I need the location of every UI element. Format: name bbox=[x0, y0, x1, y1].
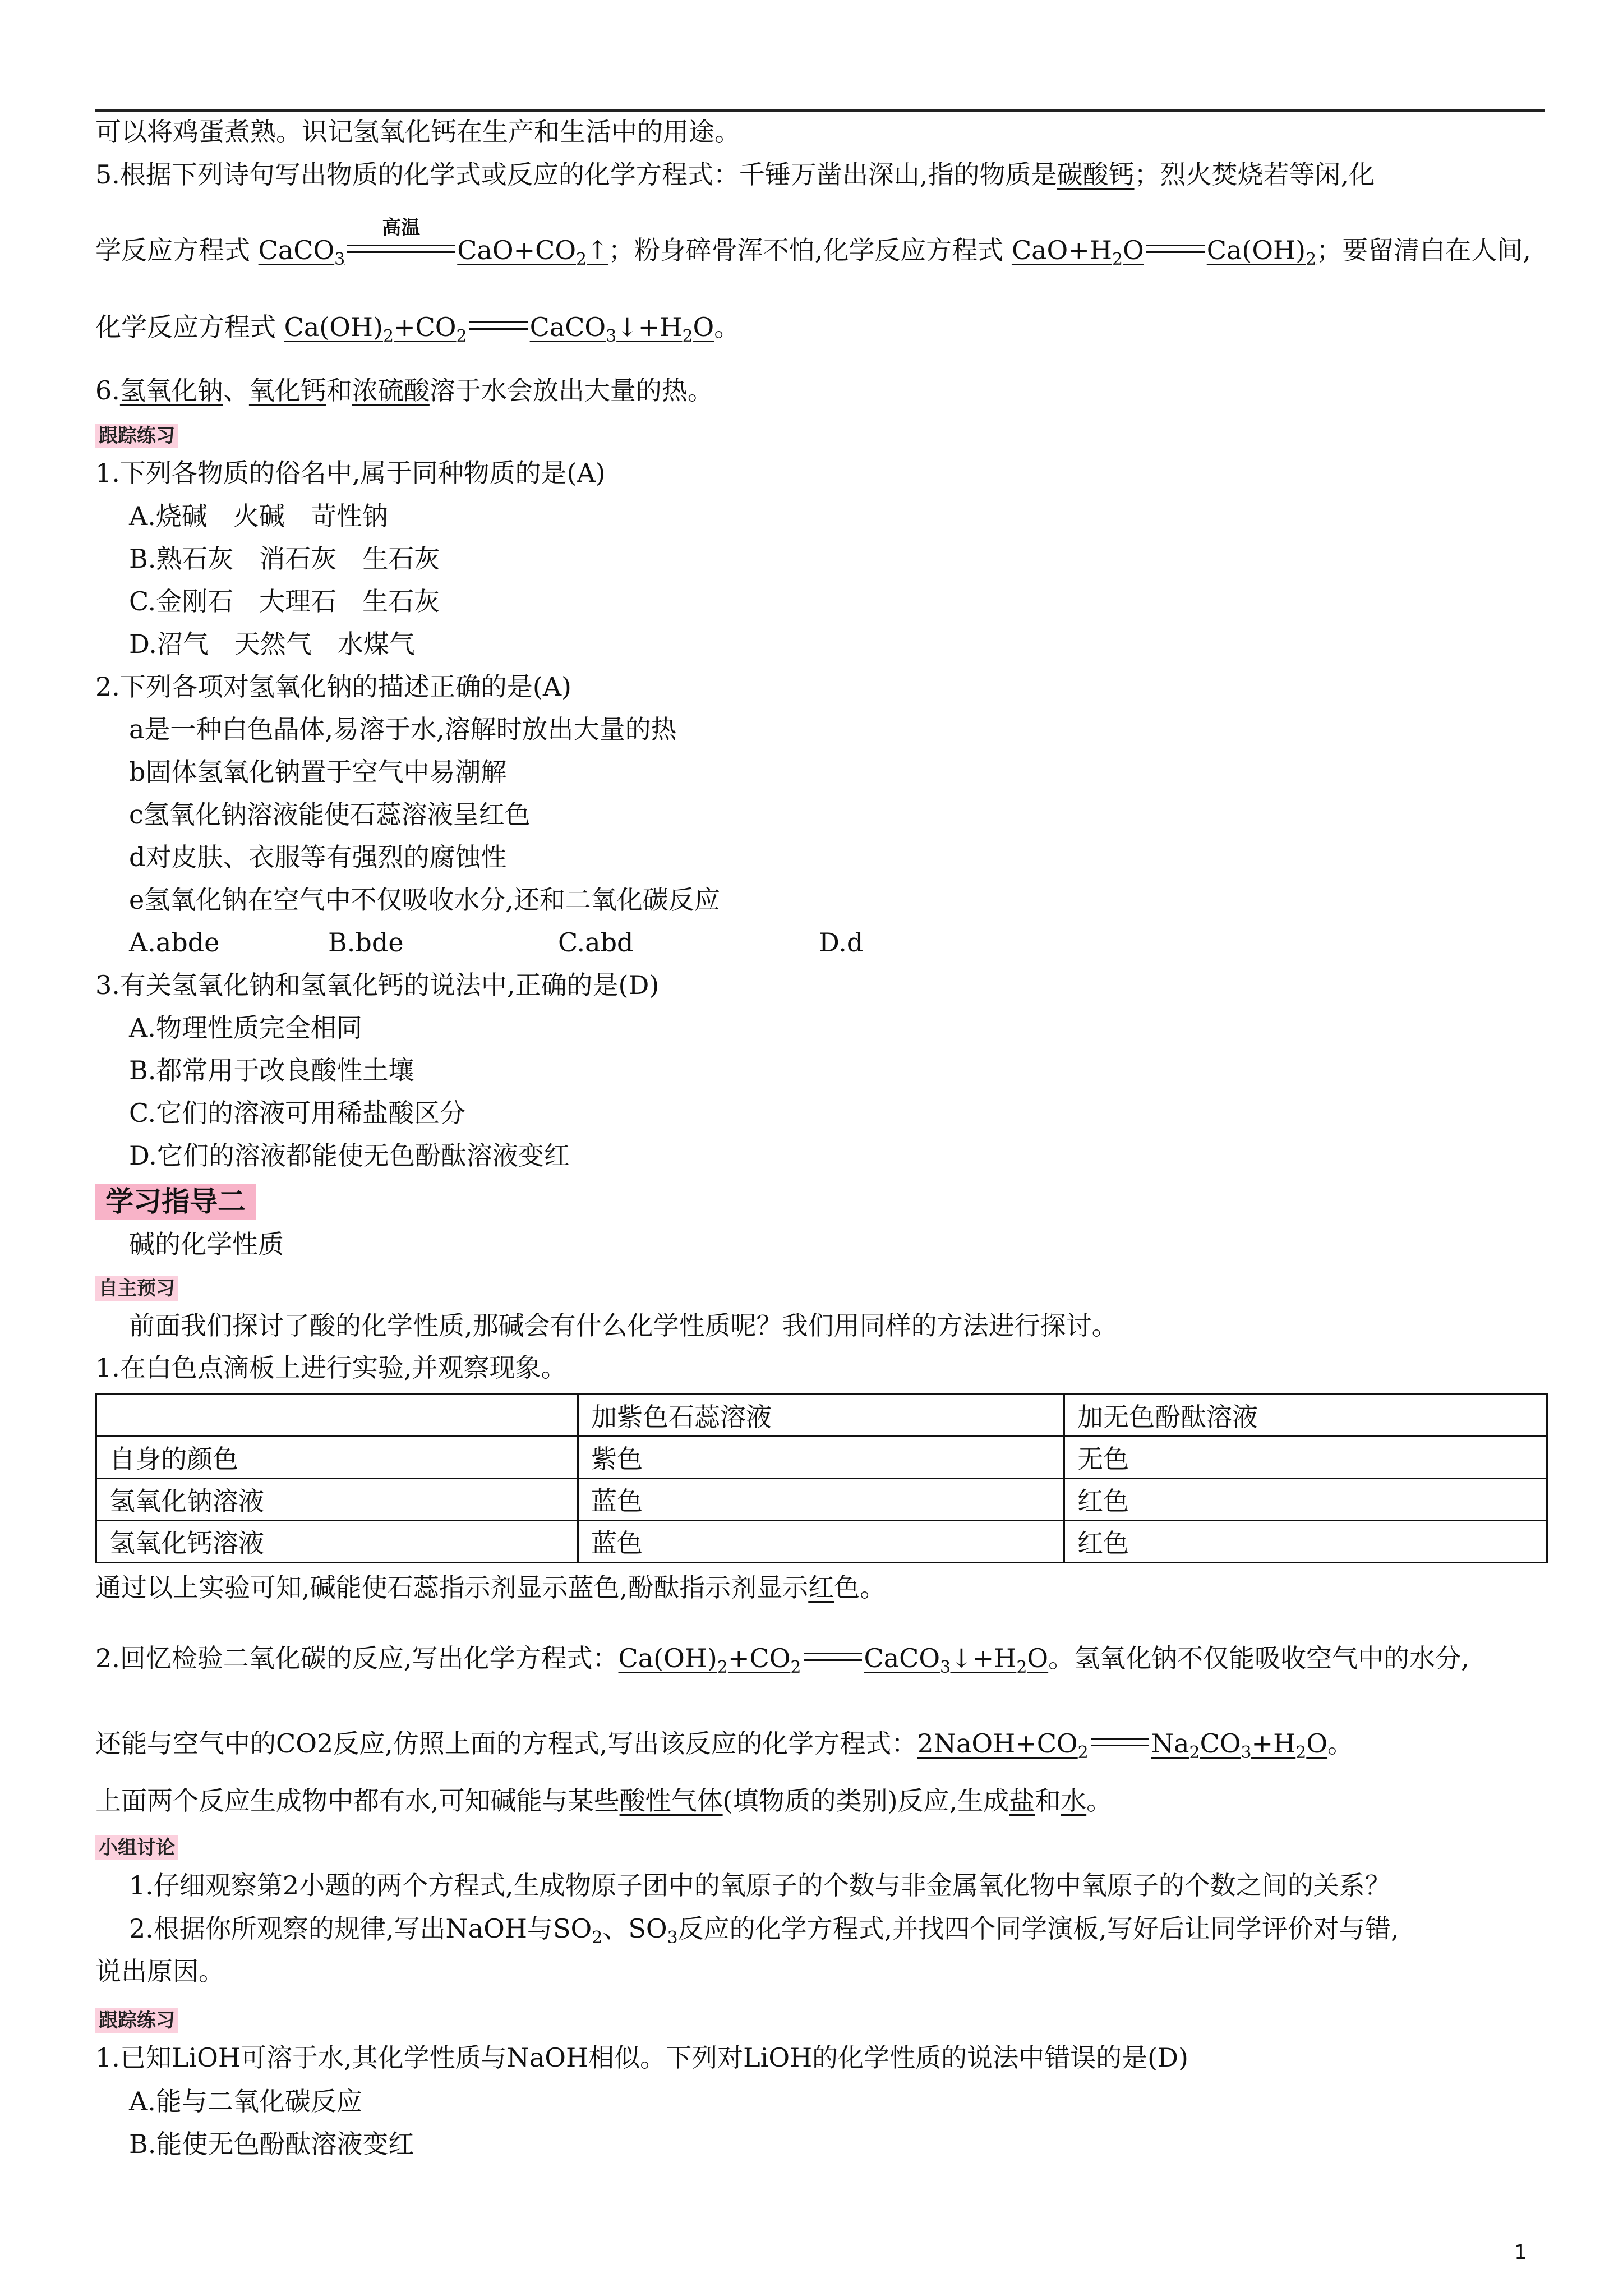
option-line: C.金刚石 大理石 生石灰 bbox=[129, 586, 440, 616]
table-row bbox=[96, 1437, 1547, 1479]
option-line: D.它们的溶液都能使无色酚酞溶液变红 bbox=[129, 1140, 570, 1171]
discussion-2-line-2: 说出原因。 bbox=[95, 1956, 224, 1986]
practice-1-question-1: 1.下列各物质的俗名中,属于同种物质的是(A) bbox=[95, 458, 606, 488]
practice-2-question-1: 1.已知LiOH可溶于水,其化学性质与NaOH相似。下列对LiOH的化学性质的说法中错误的是(D) bbox=[95, 2042, 1188, 2073]
option-line: B.熟石灰 消石灰 生石灰 bbox=[129, 544, 440, 574]
equation-3: $Ca(OH)_2+CO_2$ bbox=[284, 312, 467, 347]
table-header-row bbox=[96, 1395, 1547, 1437]
equals-sign bbox=[1089, 1728, 1151, 1759]
statement-line: d对皮肤、衣服等有强烈的腐蚀性 bbox=[129, 842, 507, 872]
indicator-table bbox=[95, 1393, 1548, 1563]
discussion-tag: 小组讨论 bbox=[95, 1835, 178, 1860]
intro-line: 可以将鸡蛋煮熟。识记氢氧化钙在生产和生活中的用途。 bbox=[95, 117, 740, 147]
question-6: 6.氢氧化钠、氧化钙和浓硫酸溶于水会放出大量的热。 bbox=[95, 375, 713, 406]
table-cell: 蓝色 bbox=[578, 1479, 1064, 1521]
section-title-guide-2: 学习指导二 bbox=[95, 1184, 256, 1220]
answer-substance: 碳酸钙 bbox=[1057, 159, 1135, 190]
statement-line: b固体氢氧化钠置于空气中易潮解 bbox=[129, 757, 507, 787]
question-5-line-2: 学反应方程式 CaCO$_3$ 高温 $CaO+CO_2↑$；粉身碎骨浑不怕,化学反应方程式 $CaO+H_2O$ $Ca(OH)_2$；要留清白在人间, bbox=[95, 217, 1531, 270]
table-header: 加无色酚酞溶液 bbox=[1064, 1395, 1547, 1437]
table-cell: 无色 bbox=[1064, 1437, 1547, 1479]
preview-intro: 前面我们探讨了酸的化学性质,那碱会有什么化学性质呢？我们用同样的方法进行探讨。 bbox=[129, 1310, 1118, 1341]
option-line: A.物理性质完全相同 bbox=[129, 1013, 362, 1043]
option-d: D.d bbox=[819, 927, 864, 958]
table-header: 加紫色石蕊溶液 bbox=[578, 1395, 1064, 1437]
question-5-line-3: 化学反应方程式 $Ca(OH)_2+CO_2$ $CaCO_3↓+H_2O$。 bbox=[95, 312, 740, 347]
option-line: A.能与二氧化碳反应 bbox=[129, 2086, 362, 2116]
equals-sign-high-temp: 高温 bbox=[345, 234, 457, 266]
table-cell: 红色 bbox=[1064, 1479, 1547, 1521]
question-2-line-1: 2.回忆检验二氧化碳的反应,写出化学方程式：$Ca(OH)_2+CO_2$ $CaCO_3↓+H_2O$。氢氧化钠不仅能吸收空气中的水分, bbox=[95, 1643, 1469, 1678]
table-cell: 氢氧化钠溶液 bbox=[96, 1479, 578, 1521]
equation-1: CaCO$_3$ bbox=[258, 235, 345, 270]
option-line: C.它们的溶液可用稀盐酸区分 bbox=[129, 1098, 466, 1128]
option-a: A.abde bbox=[129, 927, 220, 958]
top-rule bbox=[95, 109, 1545, 112]
table-cell: 紫色 bbox=[578, 1437, 1064, 1479]
practice-tag-1: 跟踪练习 bbox=[95, 424, 178, 448]
option-line: B.能使无色酚酞溶液变红 bbox=[129, 2129, 414, 2159]
question-5-line-1: 5.根据下列诗句写出物质的化学式或反应的化学方程式：千锤万凿出深山,指的物质是碳酸钙；烈火焚烧若等闲,化 bbox=[95, 159, 1375, 190]
preview-tag: 自主预习 bbox=[95, 1276, 178, 1301]
page-number: 1 bbox=[1514, 2241, 1527, 2264]
option-b: B.bde bbox=[328, 927, 404, 958]
practice-1-question-3: 3.有关氢氧化钠和氢氧化钙的说法中,正确的是(D) bbox=[95, 970, 660, 1000]
conclusion: 通过以上实验可知,碱能使石蕊指示剂显示蓝色,酚酞指示剂显示红色。 bbox=[95, 1572, 886, 1603]
option-c: C.abd bbox=[558, 927, 634, 958]
practice-1-question-2: 2.下列各项对氢氧化钠的描述正确的是(A) bbox=[95, 671, 572, 702]
table-cell: 自身的颜色 bbox=[96, 1437, 578, 1479]
statement-line: a是一种白色晶体,易溶于水,溶解时放出大量的热 bbox=[129, 714, 677, 744]
discussion-1: 1.仔细观察第2小题的两个方程式,生成物原子团中的氧原子的个数与非金属氧化物中氧原子的个数之间的关系？ bbox=[129, 1870, 1391, 1901]
question-2-line-3: 上面两个反应生成物中都有水,可知碱能与某些酸性气体(填物质的类别)反应,生成盐和水。 bbox=[95, 1786, 1113, 1816]
discussion-2-line-1: 2.根据你所观察的规律,写出NaOH与$SO_2$、$SO_3$反应的化学方程式,并找四个同学演板,写好后让同学评价对与错, bbox=[129, 1913, 1399, 1948]
table-row bbox=[96, 1479, 1547, 1521]
option-line: B.都常用于改良酸性土壤 bbox=[129, 1055, 414, 1085]
question-2-line-2: 还能与空气中的CO2反应,仿照上面的方程式,写出该反应的化学方程式：$2NaOH+CO_2$ $Na_2CO_3+H_2O$。 bbox=[95, 1728, 1354, 1763]
option-line: A.烧碱 火碱 苛性钠 bbox=[129, 501, 388, 531]
equals-sign bbox=[467, 311, 530, 343]
equation-2: $CaO+H_2O$ bbox=[1011, 235, 1144, 270]
table-cell: 氢氧化钙溶液 bbox=[96, 1521, 578, 1563]
statement-line: c氢氧化钠溶液能使石蕊溶液呈红色 bbox=[129, 799, 531, 830]
practice-tag-2: 跟踪练习 bbox=[95, 2008, 178, 2033]
section-subtitle: 碱的化学性质 bbox=[129, 1229, 284, 1259]
table-cell: 红色 bbox=[1064, 1521, 1547, 1563]
equals-sign bbox=[1144, 234, 1207, 266]
statement-line: e氢氧化钠在空气中不仅吸收水分,还和二氧化碳反应 bbox=[129, 885, 720, 915]
equals-sign bbox=[801, 1642, 864, 1674]
table-cell bbox=[96, 1395, 578, 1437]
table-row bbox=[96, 1521, 1547, 1563]
option-line: D.沼气 天然气 水煤气 bbox=[129, 629, 415, 659]
table-cell: 蓝色 bbox=[578, 1521, 1064, 1563]
experiment-1: 1.在白色点滴板上进行实验,并观察现象。 bbox=[95, 1352, 567, 1383]
